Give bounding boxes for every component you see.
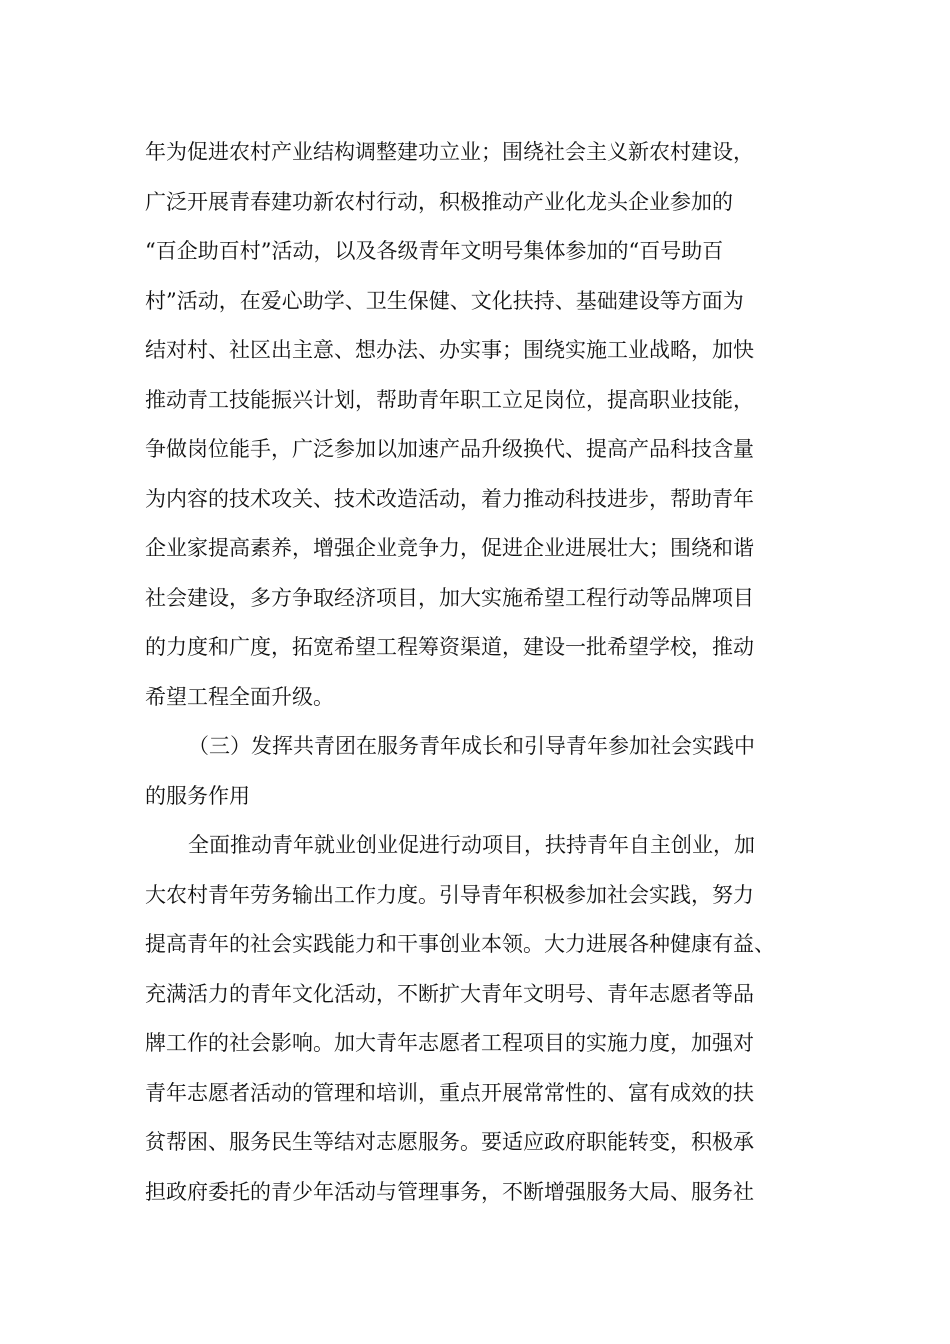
paragraph-line: 担政府委托的青少年活动与管理事务，不断增强服务大局、服务社: [145, 1179, 754, 1204]
paragraph-line: 社会建设，多方争取经济项目，加大实施希望工程行动等品牌项目: [145, 585, 754, 610]
paragraph-line: 推动青工技能振兴计划，帮助青年职工立足岗位，提高职业技能，: [145, 387, 754, 412]
paragraph-line: 牌工作的社会影响。加大青年志愿者工程项目的实施力度，加强对: [145, 1031, 754, 1055]
paragraph-line: 为内容的技术攻关、技术改造活动，着力推动科技进步，帮助青年: [145, 486, 754, 511]
paragraph-line: 充满活力的青年文化活动，不断扩大青年文明号、青年志愿者等品: [145, 981, 754, 1006]
paragraph-line: 贫帮困、服务民生等结对志愿服务。要适应政府职能转变，积极承: [145, 1130, 754, 1154]
paragraph-line: 全面推动青年就业创业促进行动项目，扶持青年自主创业，加: [188, 833, 755, 857]
paragraph-line: 村”活动，在爱心助学、卫生保健、文化扶持、基础建设等方面为: [145, 288, 744, 313]
paragraph-line: 大农村青年劳务输出工作力度。引导青年积极参加社会实践，努力: [145, 882, 754, 907]
paragraph-line: 希望工程全面升级。: [145, 684, 334, 709]
paragraph-line: 广泛开展青春建功新农村行动，积极推动产业化龙头企业参加的: [145, 189, 733, 214]
paragraph-line: 企业家提高素养，增强企业竞争力，促进企业进展壮大；围绕和谐: [145, 536, 754, 560]
paragraph-line: 年为促进农村产业结构调整建功立业；围绕社会主义新农村建设，: [145, 140, 754, 164]
paragraph-line: “百企助百村”活动，以及各级青年文明号集体参加的“百号助百: [145, 239, 724, 263]
document-body: [145, 128, 820, 1217]
paragraph-line: 争做岗位能手，广泛参加以加速产品升级换代、提高产品科技含量: [145, 437, 754, 461]
section-heading-line: 的服务作用: [145, 783, 250, 808]
paragraph-line: 青年志愿者活动的管理和培训，重点开展常常性的、富有成效的扶: [145, 1080, 754, 1105]
paragraph-line: 提高青年的社会实践能力和干事创业本领。大力进展各种健康有益、: [145, 932, 775, 956]
section-heading-line: （三）发挥共青团在服务青年成长和引导青年参加社会实践中: [188, 734, 755, 758]
paragraph-line: 的力度和广度，拓宽希望工程筹资渠道，建设一批希望学校，推动: [145, 635, 754, 659]
paragraph-line: 结对村、社区出主意、想办法、办实事；围绕实施工业战略，加快: [145, 338, 754, 362]
